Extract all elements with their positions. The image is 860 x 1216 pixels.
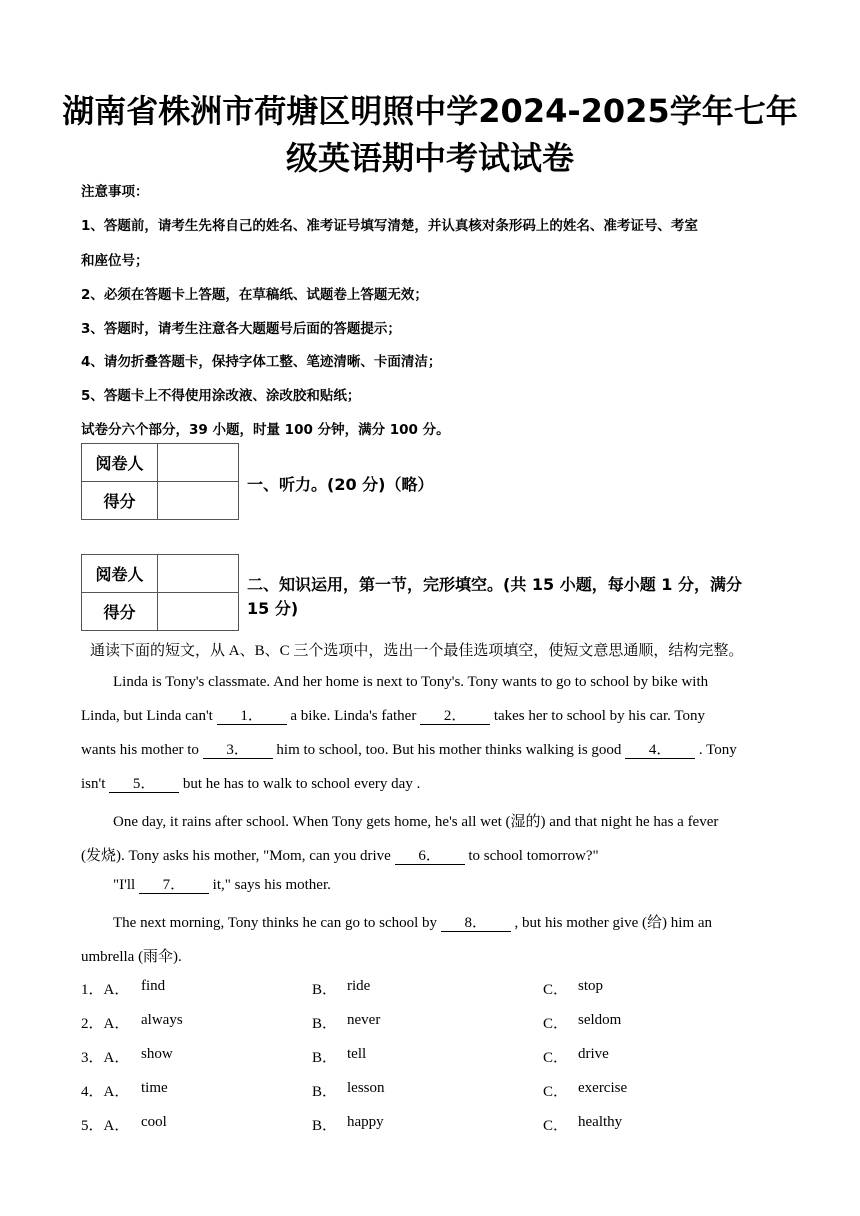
reviewer-label: 阅卷人 — [82, 555, 158, 593]
option-b: lesson — [347, 1080, 385, 1096]
section1-heading: 一、听力。(20 分)（略） — [247, 475, 434, 494]
blank-4: 4． — [625, 743, 695, 759]
score-label: 得分 — [82, 593, 158, 631]
option-c-label: C． — [543, 1118, 569, 1134]
passage-line: "I'll 7． it," says his mother. — [113, 877, 331, 893]
option-c-label: C． — [543, 982, 569, 998]
option-number: 3．A． — [81, 1050, 130, 1066]
section2-instruction: 通读下面的短文，从 A、B、C 三个选项中，选出一个最佳选项填空，使短文意思通顺，结构完整。 — [90, 643, 744, 659]
notice-item: 5、答题卡上不得使用涂改液、涂改胶和贴纸； — [81, 388, 361, 404]
passage-line: wants his mother to 3． him to school, too. But his mother thinks walking is good 4． . Tony — [81, 742, 737, 758]
score-cell — [158, 482, 239, 520]
option-c: seldom — [578, 1012, 622, 1028]
section2-heading-line2: 15 分) — [247, 599, 299, 618]
blank-2: 2． — [420, 709, 490, 725]
option-c: stop — [578, 978, 604, 994]
exam-title-line1: 湖南省株洲市荷塘区明照中学2024-2025学年七年 — [62, 92, 798, 130]
reviewer-label: 阅卷人 — [82, 444, 158, 482]
option-b: happy — [347, 1114, 384, 1130]
option-b: never — [347, 1012, 381, 1028]
blank-8: 8． — [441, 916, 511, 932]
passage-line: The next morning, Tony thinks he can go to school by 8． , but his mother give (给) him an — [113, 915, 713, 931]
option-b: ride — [347, 978, 371, 994]
score-label: 得分 — [82, 482, 158, 520]
option-c: drive — [578, 1046, 609, 1062]
blank-1: 1． — [217, 709, 287, 725]
blank-3: 3． — [203, 743, 273, 759]
notice-item: 1、答题前，请考生先将自己的姓名、准考证号填写清楚，并认真核对条形码上的姓名、准考证号、考室 — [81, 218, 698, 234]
notice-item: 和座位号； — [81, 253, 149, 269]
option-c-label: C． — [543, 1050, 569, 1066]
passage-line: isn't 5． but he has to walk to school every day . — [81, 776, 421, 792]
option-c: exercise — [578, 1080, 628, 1096]
option-a: find — [141, 978, 166, 994]
passage-line: (发烧). Tony asks his mother, "Mom, can you drive 6． to school tomorrow?" — [81, 848, 599, 864]
blank-7: 7． — [139, 878, 209, 894]
option-number: 1．A． — [81, 982, 130, 998]
section2-heading-line1: 二、知识运用，第一节，完形填空。(共 15 小题，每小题 1 分，满分 — [247, 575, 742, 594]
passage-line: One day, it rains after school. When Tony gets home, he's all wet (湿的) and that night he has a fever — [113, 814, 719, 830]
exam-title-line2: 级英语期中考试试卷 — [285, 139, 574, 177]
option-number: 2．A． — [81, 1016, 130, 1032]
option-a: cool — [141, 1114, 167, 1130]
grader-table-2 — [81, 554, 239, 631]
option-b: tell — [347, 1046, 367, 1062]
exam-info: 试卷分六个部分，39 小题，时量 100 分钟，满分 100 分。 — [81, 422, 450, 438]
blank-6: 6． — [395, 849, 465, 865]
option-number: 5．A． — [81, 1118, 130, 1134]
passage-line: umbrella (雨伞). — [81, 949, 182, 965]
option-b-label: B． — [312, 1050, 338, 1066]
passage-line: Linda, but Linda can't 1． a bike. Linda's father 2． takes her to school by his car. Tony — [81, 708, 705, 724]
option-b-label: B． — [312, 1118, 338, 1134]
option-b-label: B． — [312, 1084, 338, 1100]
option-b-label: B． — [312, 982, 338, 998]
option-b-label: B． — [312, 1016, 338, 1032]
notice-item: 4、请勿折叠答题卡，保持字体工整、笔迹清晰、卡面清洁； — [81, 354, 442, 370]
reviewer-cell — [158, 444, 239, 482]
option-a: always — [141, 1012, 183, 1028]
notice-item: 2、必须在答题卡上答题，在草稿纸、试题卷上答题无效； — [81, 287, 428, 303]
reviewer-cell — [158, 555, 239, 593]
score-cell — [158, 593, 239, 631]
passage-line: Linda is Tony's classmate. And her home is next to Tony's. Tony wants to go to school by bike with — [113, 674, 709, 690]
option-a: show — [141, 1046, 173, 1062]
option-c: healthy — [578, 1114, 623, 1130]
option-a: time — [141, 1080, 168, 1096]
notice-heading: 注意事项： — [81, 184, 149, 200]
notice-item: 3、答题时，请考生注意各大题题号后面的答题提示； — [81, 321, 401, 337]
blank-5: 5． — [109, 777, 179, 793]
grader-table-1 — [81, 443, 239, 520]
option-c-label: C． — [543, 1084, 569, 1100]
option-number: 4．A． — [81, 1084, 130, 1100]
option-c-label: C． — [543, 1016, 569, 1032]
